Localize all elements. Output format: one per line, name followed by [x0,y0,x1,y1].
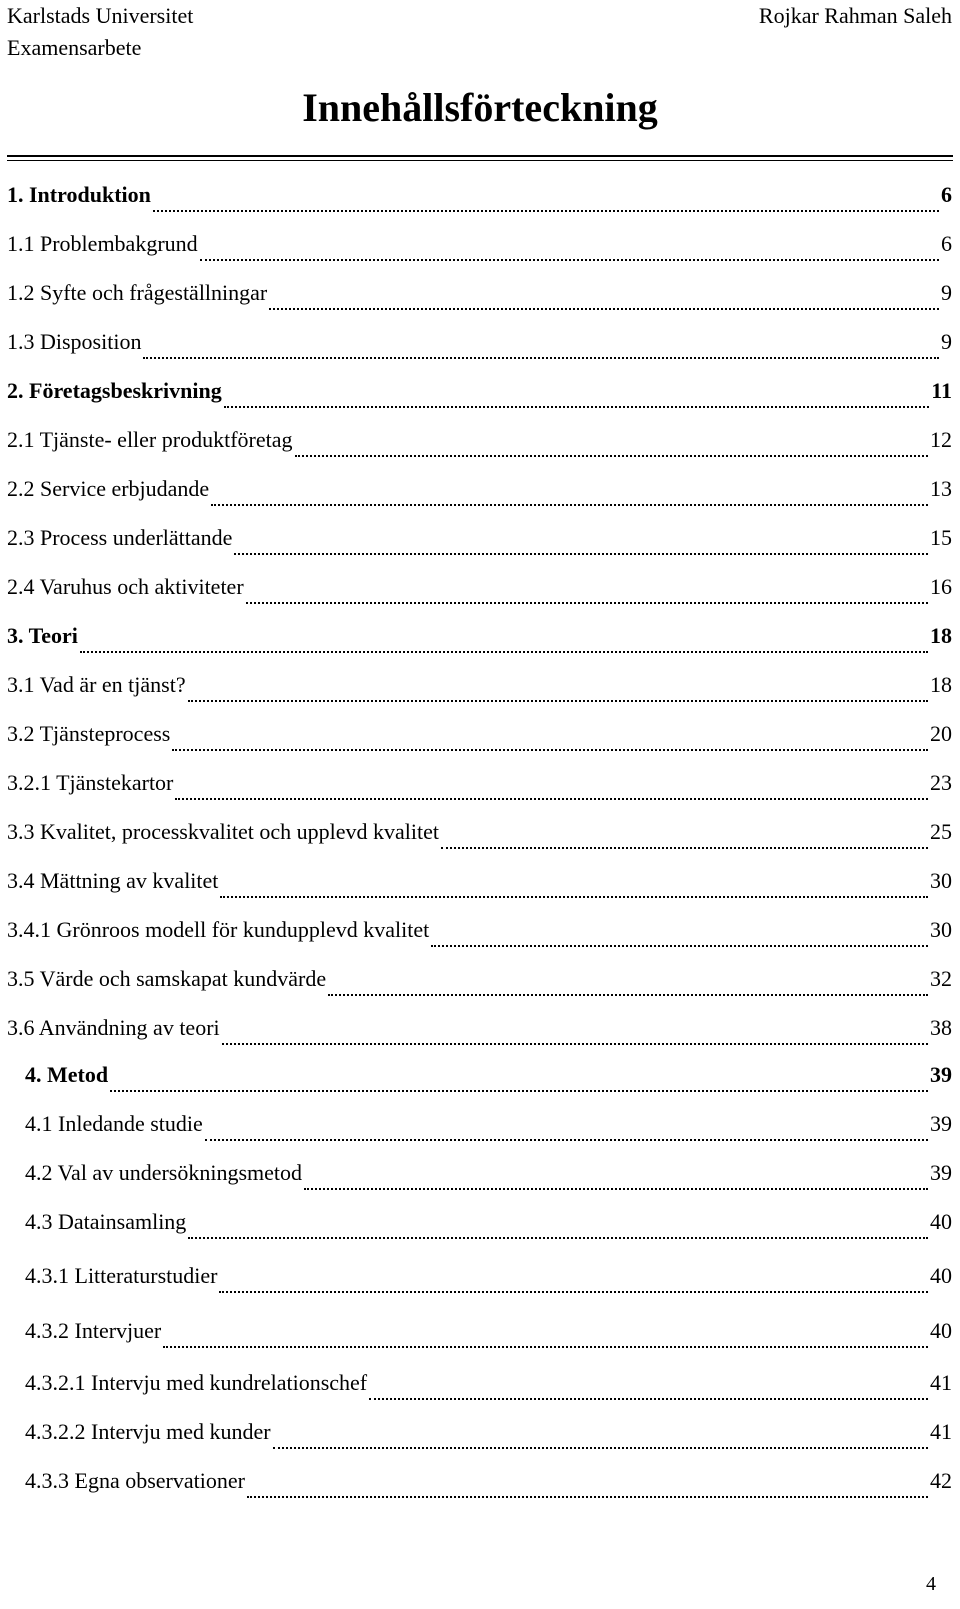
toc-entry-page: 13 [930,476,952,501]
toc-leader-dots [205,1115,928,1141]
toc-entry-page: 6 [941,182,952,207]
toc-entry[interactable] [7,325,952,359]
toc-entry[interactable] [7,276,952,310]
toc-entry-title: 3.2.1 Tjänstekartor [7,770,174,795]
toc-leader-dots [295,431,929,457]
toc-entry-title: 3. Teori [7,623,78,648]
toc-entry-page: 12 [930,427,952,452]
toc-entry-page: 15 [930,525,952,550]
toc-leader-dots [328,970,928,996]
toc-leader-dots [211,480,928,506]
toc-entry[interactable] [7,423,952,457]
toc-entry-title: 4.1 Inledande studie [25,1111,203,1136]
toc-entry-title: 3.3 Kvalitet, processkvalitet och upplevd kvalitet [7,819,439,844]
toc-entry-title: 3.1 Vad är en tjänst? [7,672,186,697]
toc-entry-title: 4.3 Datainsamling [25,1209,187,1234]
toc-entry-page: 41 [930,1370,952,1395]
toc-entry-page: 40 [930,1209,952,1234]
toc-entry-title: 4.2 Val av undersökningsmetod [25,1160,303,1185]
toc-entry[interactable] [7,1011,952,1045]
toc-leader-dots [188,1213,928,1239]
toc-entry-page: 18 [930,672,952,697]
toc-entry[interactable] [25,1314,952,1348]
toc-leader-dots [188,676,928,702]
toc-leader-dots [269,284,939,310]
toc-entry[interactable] [7,717,952,751]
toc-entry-page: 39 [930,1160,952,1185]
toc-entry-page: 38 [930,1015,952,1040]
toc-entry-page: 16 [930,574,952,599]
toc-entry-title: 2.1 Tjänste- eller produktföretag [7,427,293,452]
toc-entry[interactable] [25,1259,952,1293]
toc-leader-dots [234,529,928,555]
toc-leader-dots [219,1267,928,1293]
toc-entry-page: 18 [930,623,952,648]
toc-entry-title: 1. Introduktion [7,182,151,207]
toc-entry-title: 3.4 Mättning av kvalitet [7,868,219,893]
university-name: Karlstads Universitet [7,3,194,28]
toc-leader-dots [441,823,928,849]
toc-leader-dots [273,1423,928,1449]
toc-entry-title: 2.3 Process underlättande [7,525,233,550]
toc-entry[interactable] [7,570,952,604]
toc-leader-dots [110,1066,928,1092]
toc-leader-dots [200,235,939,261]
toc-leader-dots [304,1164,928,1190]
toc-entry-title: 3.5 Värde och samskapat kundvärde [7,966,327,991]
toc-entry[interactable] [25,1058,952,1092]
toc-entry-title: 4.3.3 Egna observationer [25,1468,245,1493]
toc-entry-page: 40 [930,1318,952,1343]
toc-entry-title: 2.2 Service erbjudande [7,476,210,501]
toc-entry-title: 4.3.2.1 Intervju med kundrelationschef [25,1370,368,1395]
document-type: Examensarbete [7,35,142,60]
toc-entry[interactable] [7,913,952,947]
toc-entry[interactable] [25,1205,952,1239]
toc-entry-page: 30 [930,917,952,942]
toc-entry-page: 9 [941,329,952,354]
toc-entry[interactable] [25,1107,952,1141]
toc-entry[interactable] [25,1366,952,1400]
toc-entry-page: 23 [930,770,952,795]
page-title: Innehållsförteckning [302,85,658,130]
toc-leader-dots [80,627,928,653]
toc-leader-dots [220,872,928,898]
toc-entry-page: 20 [930,721,952,746]
toc-leader-dots [153,186,939,212]
toc-entry-title: 3.2 Tjänsteprocess [7,721,171,746]
toc-entry-page: 6 [941,231,952,256]
toc-leader-dots [163,1322,928,1348]
toc-entry-page: 32 [930,966,952,991]
toc-entry-page: 9 [941,280,952,305]
toc-entry[interactable] [7,374,952,408]
toc-entry-page: 30 [930,868,952,893]
toc-entry-page: 25 [930,819,952,844]
toc-entry[interactable] [7,178,952,212]
toc-entry[interactable] [25,1464,952,1498]
toc-entry[interactable] [7,521,952,555]
toc-entry-page: 40 [930,1263,952,1288]
toc-leader-dots [246,578,928,604]
toc-entry[interactable] [7,815,952,849]
toc-entry-title: 1.2 Syfte och frågeställningar [7,280,268,305]
toc-leader-dots [175,774,928,800]
toc-entry[interactable] [7,864,952,898]
toc-entry-title: 2. Företagsbeskrivning [7,378,222,403]
toc-entry-page: 11 [931,378,952,403]
toc-entry[interactable] [7,962,952,996]
toc-entry-title: 4. Metod [25,1062,109,1087]
toc-entry-page: 39 [930,1111,952,1136]
toc-entry-title: 3.4.1 Grönroos modell för kundupplevd kvalitet [7,917,430,942]
toc-entry[interactable] [7,227,952,261]
toc-entry-page: 41 [930,1419,952,1444]
toc-entry-title: 3.6 Användning av teori [7,1015,220,1040]
toc-entry[interactable] [25,1415,952,1449]
toc-entry[interactable] [7,766,952,800]
toc-leader-dots [369,1374,928,1400]
toc-leader-dots [222,1019,928,1045]
toc-entry-title: 1.3 Disposition [7,329,142,354]
toc-entry-title: 2.4 Varuhus och aktiviteter [7,574,244,599]
toc-entry[interactable] [7,619,952,653]
toc-leader-dots [224,382,929,408]
toc-entry[interactable] [7,472,952,506]
toc-entry[interactable] [7,668,952,702]
toc-leader-dots [247,1472,928,1498]
author-name: Rojkar Rahman Saleh [758,3,952,28]
toc-entry-page: 42 [930,1468,952,1493]
toc-entry-page: 39 [930,1062,952,1087]
toc-entry-title: 1.1 Problembakgrund [7,231,198,256]
toc-entry-title: 4.3.2 Intervjuer [25,1318,162,1343]
toc-entry-title: 4.3.2.2 Intervju med kunder [25,1419,271,1444]
toc-entry-title: 4.3.1 Litteraturstudier [25,1263,218,1288]
toc-leader-dots [143,333,939,359]
toc-leader-dots [172,725,928,751]
toc-leader-dots [431,921,928,947]
page-number: 4 [926,1573,936,1595]
toc-entry[interactable] [25,1156,952,1190]
